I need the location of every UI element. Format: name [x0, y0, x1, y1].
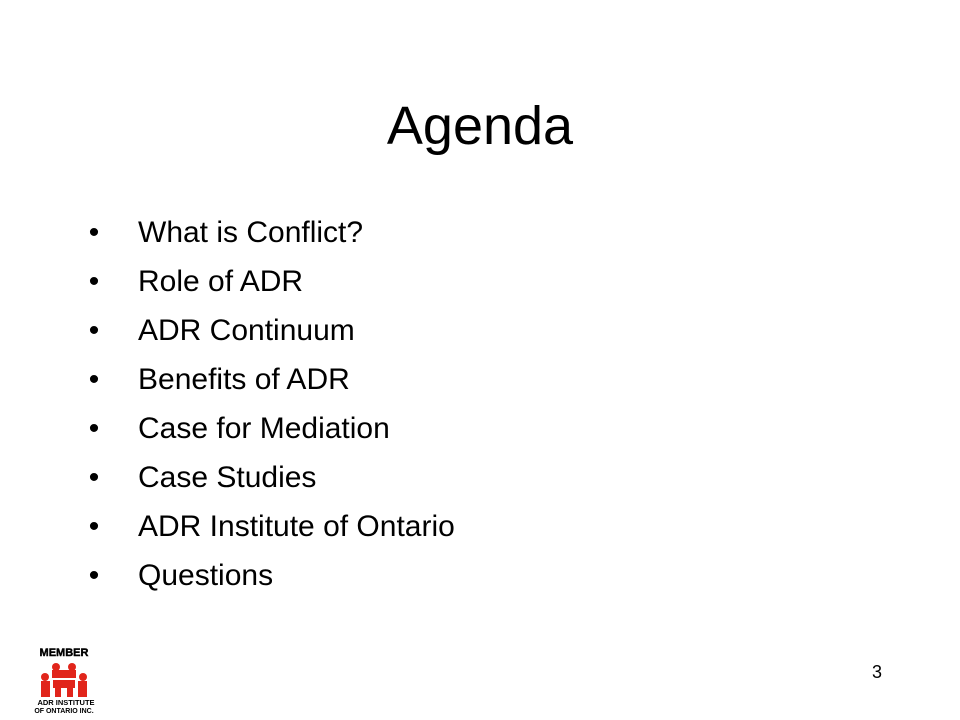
agenda-item-label: Benefits of ADR — [138, 363, 350, 396]
bullet: • — [88, 363, 100, 396]
agenda-item-label: Questions — [138, 559, 274, 592]
slide-number: 3 — [871, 662, 882, 682]
agenda-item-label: What is Conflict? — [138, 216, 364, 249]
bullet: • — [88, 216, 100, 249]
bullet: • — [88, 314, 100, 347]
logo-figures-icon — [41, 663, 87, 697]
logo-org-line-2: OF ONTARIO INC. — [34, 708, 94, 715]
agenda-item — [0, 355, 960, 404]
agenda-item-label: Case Studies — [138, 461, 317, 494]
bullet: • — [88, 559, 100, 592]
bullet: • — [88, 265, 100, 298]
adr-institute-member-logo-icon — [28, 643, 100, 715]
agenda-item — [0, 551, 960, 600]
agenda-item — [0, 208, 960, 257]
agenda-list — [0, 208, 960, 600]
agenda-item-label: ADR Institute of Ontario — [138, 510, 455, 543]
bullet: • — [88, 412, 100, 445]
agenda-item-label: ADR Continuum — [138, 314, 355, 347]
agenda-item — [0, 502, 960, 551]
logo-org-line-1: ADR INSTITUTE — [37, 698, 95, 707]
slide-title: Agenda — [386, 96, 574, 156]
logo-member-text: MEMBER — [39, 647, 89, 659]
agenda-item-label: Role of ADR — [138, 265, 304, 298]
logo-graphic — [28, 643, 100, 715]
bullet: • — [88, 461, 100, 494]
agenda-item — [0, 306, 960, 355]
agenda-item — [0, 453, 960, 502]
agenda-item-label: Case for Mediation — [138, 412, 390, 445]
agenda-item — [0, 404, 960, 453]
agenda-item — [0, 257, 960, 306]
bullet: • — [88, 510, 100, 543]
